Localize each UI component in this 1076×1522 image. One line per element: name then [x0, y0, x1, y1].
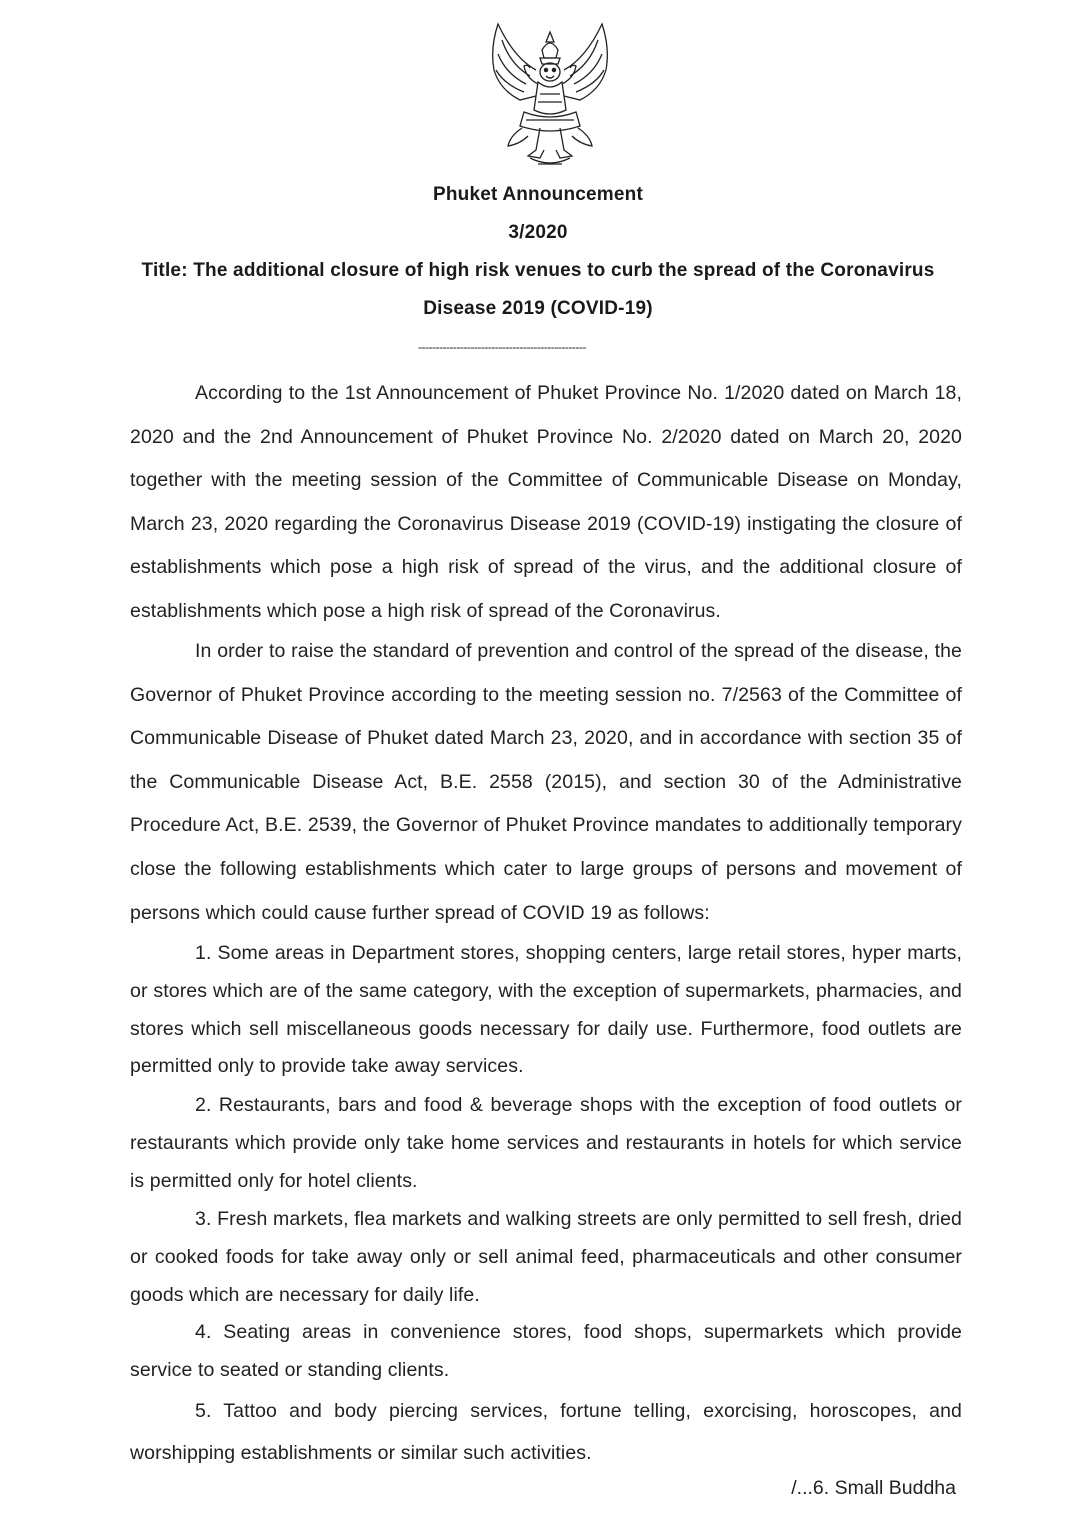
list-item: 5. Tattoo and body piercing services, fortune telling, exorcising, horoscopes, and worshipping establishments or similar such activities. — [130, 1400, 962, 1464]
garuda-emblem-icon — [480, 18, 620, 170]
body-paragraph-2: In order to raise the standard of prevention and control of the spread of the disease, the Governor of Phuket Province according to the meeting session no. 7/2563 of the Committee of Communicable Disease of Phuket dated March 23, 2020, and in accordance with section 35 of the Communicable Disease Act, B.E. 2558 (2015), and section 30 of the Administrative Procedure Act, B.E. 2539, the Governor of Phuket Province mandates to additionally temporary close the following establishments which cater to large groups of persons and movement of persons which could cause further spread of COVID 19 as follows: — [130, 640, 962, 924]
body-paragraph-1: According to the 1st Announcement of Phuket Province No. 1/2020 dated on March 18, 2020 and the 2nd Announcement of Phuket Province No. 2/2020 dated on March 20, 2020 together with the meeting session of the Committee of Communicable Disease on Monday, March 23, 2020 regarding the Coronavirus Disease 2019 (COVID-19) instigating the closure of establishments which pose a high risk of spread of the virus, and the additional closure of establishments which pose a high risk of spread of the Coronavirus. — [130, 382, 962, 622]
list-item: 2. Restaurants, bars and food & beverage shops with the exception of food outlets or restaurants which provide only take home services and restaurants in hotels for which service is permitted only for hotel clients. — [130, 1094, 962, 1192]
announcement-title: Title: The additional closure of high risk venues to curb the spread of the Coronavirus — [141, 260, 935, 281]
list-item: 3. Fresh markets, flea markets and walking streets are only permitted to sell fresh, dried or cooked foods for take away only or sell animal feed, pharmaceuticals and other consumer goods which are necessary for daily life. — [130, 1208, 962, 1306]
announcement-number: 3/2020 — [508, 222, 568, 243]
list-item: 1. Some areas in Department stores, shopping centers, large retail stores, hyper marts, or stores which are of the same category, with the exception of supermarkets, pharmacies, and stores which sell miscellaneous goods necessary for daily use. Furthermore, food outlets are permitted only to provide take away services. — [130, 942, 962, 1078]
title-separator: ------------------------------------------------ — [418, 340, 586, 354]
page-continuation: /...6. Small Buddha — [791, 1477, 956, 1499]
announcement-heading: Phuket Announcement — [433, 184, 643, 205]
announcement-title-continued: Disease 2019 (COVID-19) — [423, 298, 653, 319]
list-item: 4. Seating areas in convenience stores, food shops, supermarkets which provide service to seated or standing clients. — [130, 1321, 962, 1381]
